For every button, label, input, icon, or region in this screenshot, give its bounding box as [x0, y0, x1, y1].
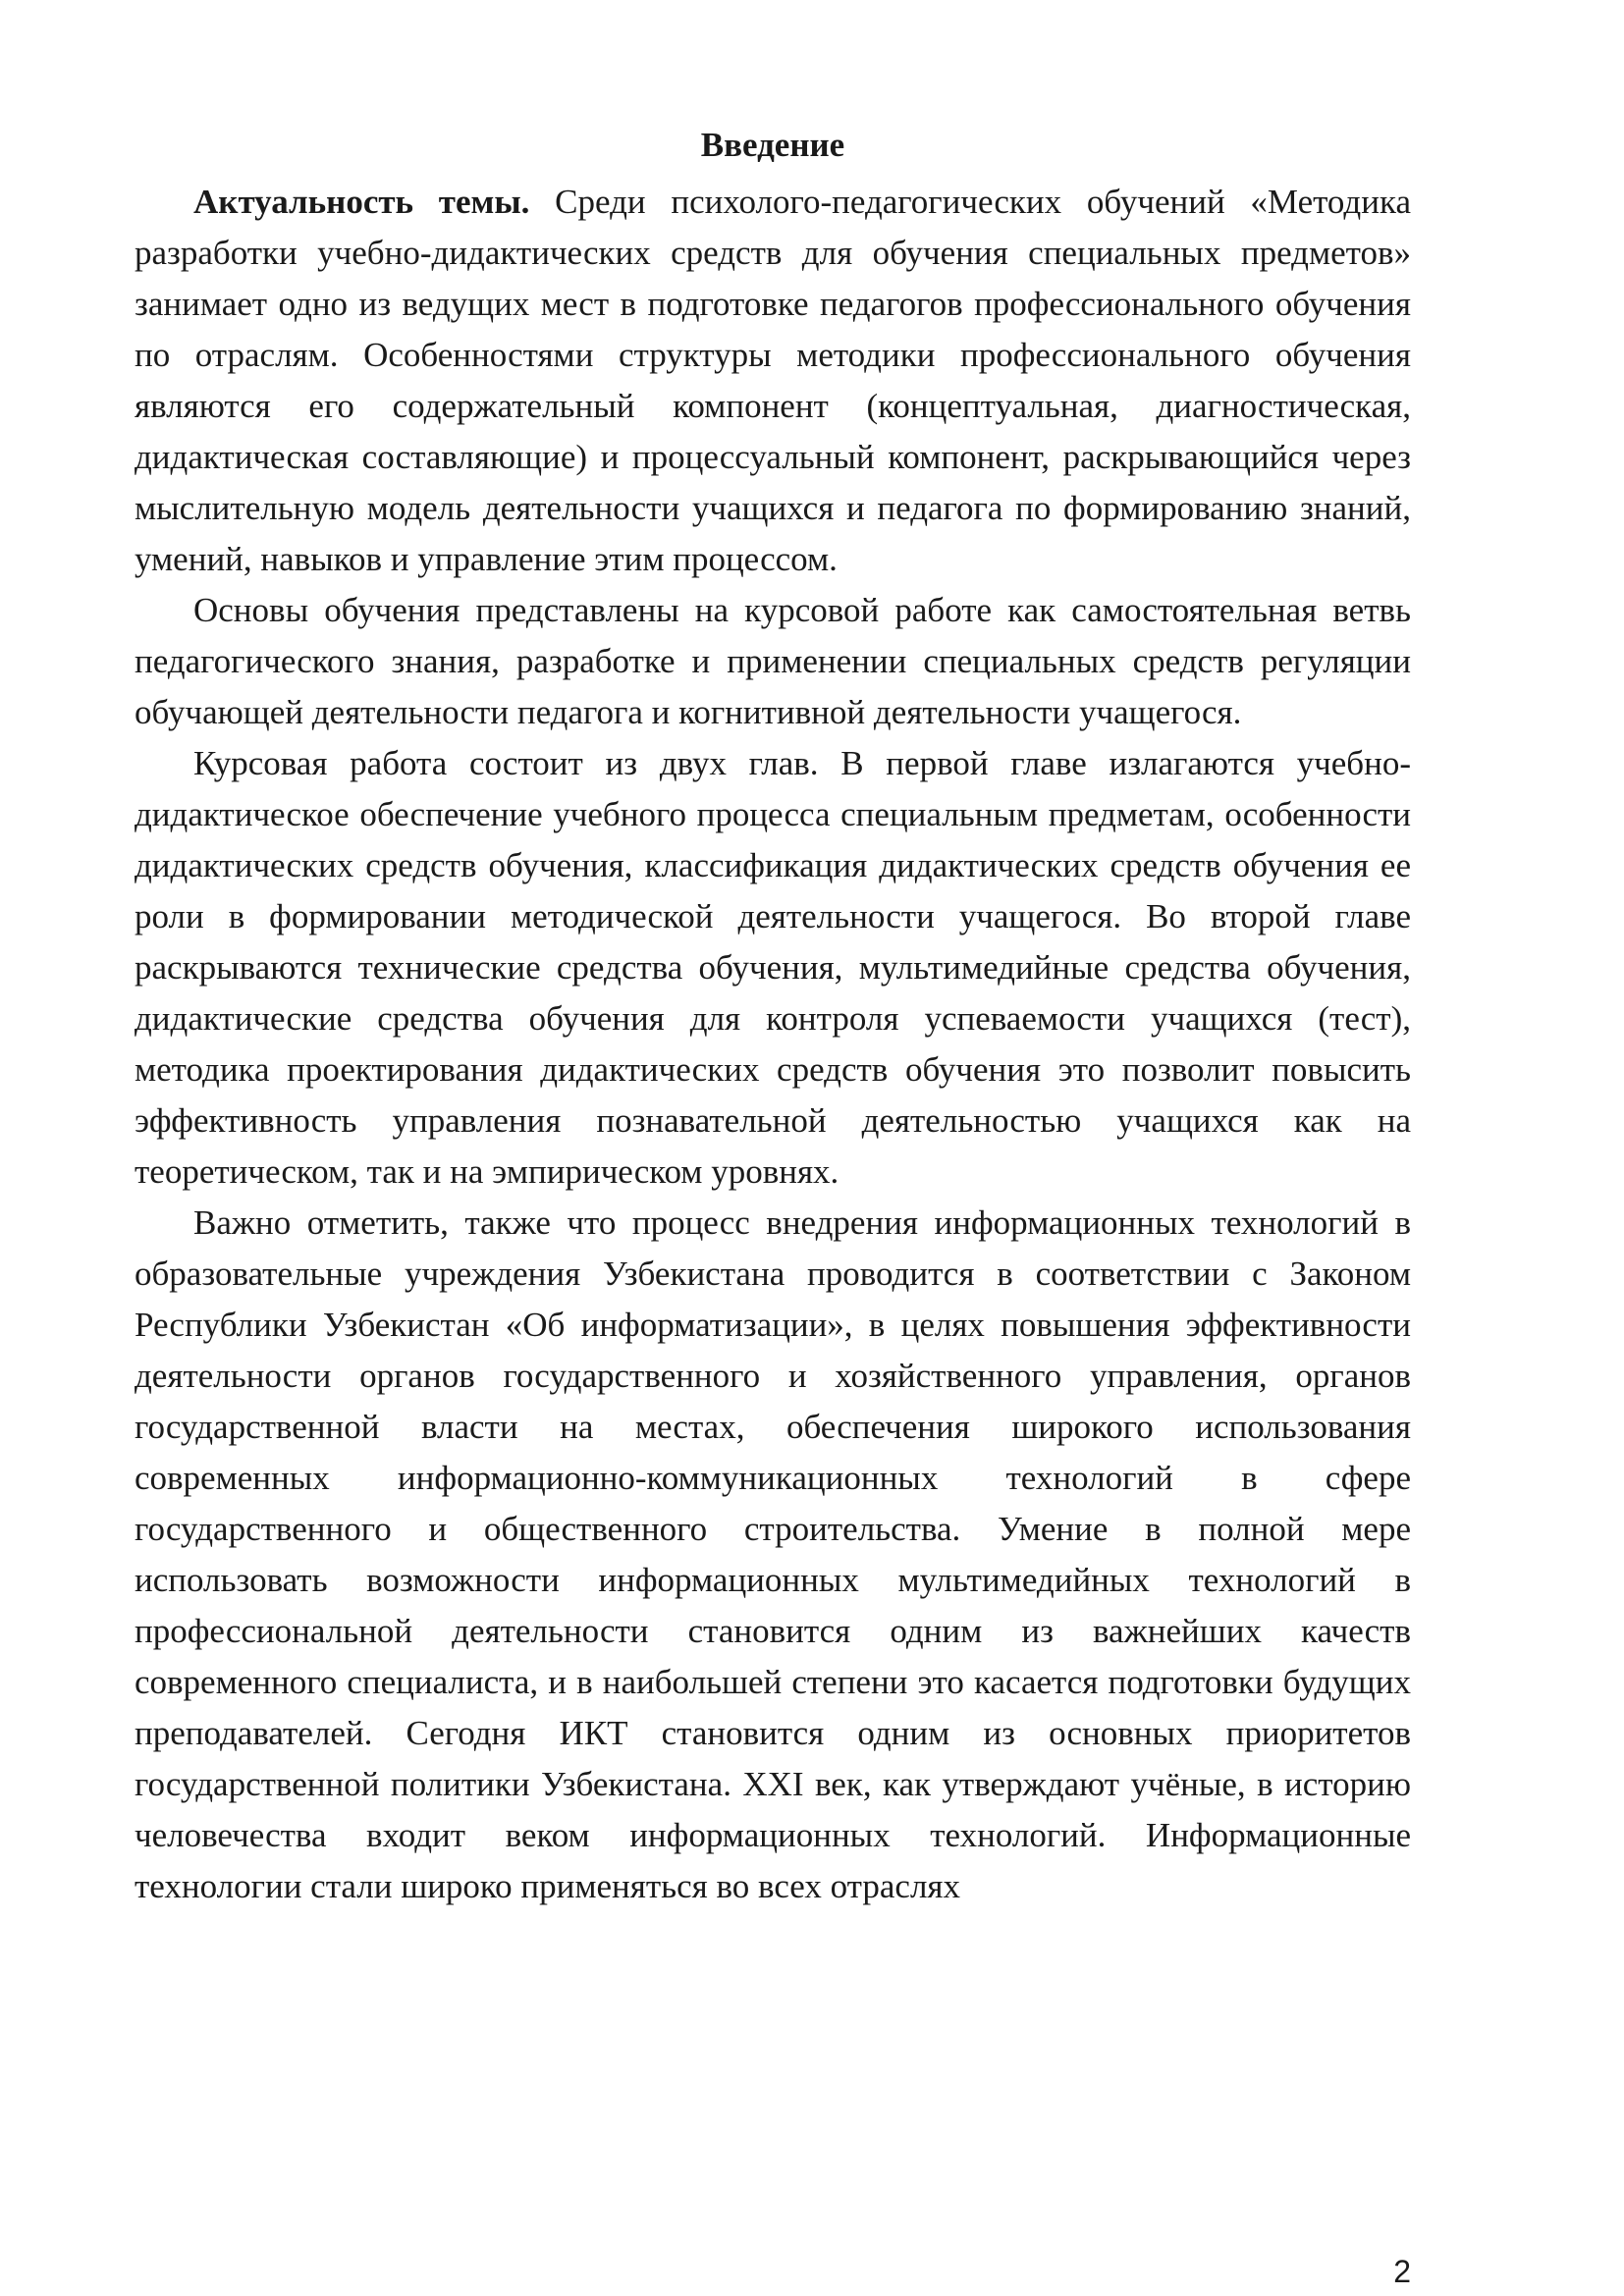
paragraph-foundations: Основы обучения представлены на курсовой работе как самостоятельная ветвь педагогического знания, разработке и применении специальных средств регуляции обучающей деятельности педагога и когнитивной деятельности учащегося.	[135, 591, 1411, 731]
section-title: Введение	[700, 126, 845, 164]
page-number: 2	[1393, 2254, 1411, 2289]
paragraph-text: Среди психолого-педагогических обучений «Методика разработки учебно-дидактических средств для обучения специальных предметов» занимает одно из ведущих мест в подготовке педагогов профессионального обучения по отраслям. Особенностями структуры методики профессионального обучения являются его содержательный компонент (концептуальная, диагностическая, дидактическая составляющие) и процессуальный компонент, раскрывающийся через мыслительную модель деятельности учащихся и педагога по формированию знаний, умений, навыков и управление этим процессом.	[135, 183, 1411, 578]
paragraph-it-implementation: Важно отметить, также что процесс внедрения информационных технологий в образовательные учреждения Узбекистана проводится в соответствии с Законом Республики Узбекистан «Об информатизации», в целях повышения эффективности деятельности органов государственного и хозяйственного управления, органов государственной власти на местах, обеспечения широкого использования современных информационно-коммуникационных технологий в сфере государственного и общественного строительства. Умение в полной мере использовать возможности информационных мультимедийных технологий в профессиональной деятельности становится одним из важнейших качеств современного специалиста, и в наибольшей степени это касается подготовки будущих преподавателей. Сегодня ИКТ становится одним из основных приоритетов государственной политики Узбекистана. XXI век, как утверждают учёные, в историю человечества входит веком информационных технологий. Информационные технологии стали широко применяться во всех отраслях	[135, 1203, 1411, 1905]
paragraph-relevance	[135, 177, 1411, 585]
paragraph-structure: Курсовая работа состоит из двух глав. В первой главе излагаются учебно-дидактическое обеспечение учебного процесса специальным предметам, особенности дидактических средств обучения, классификация дидактических средств обучения ее роли в формировании методической деятельности учащегося. Во второй главе раскрываются технические средства обучения, мультимедийные средства обучения, дидактические средства обучения для контроля успеваемости учащихся (тест), методика проектирования дидактических средств обучения это позволит повысить эффективность управления познавательной деятельностью учащихся как на теоретическом, так и на эмпирическом уровнях.	[135, 744, 1411, 1191]
paragraph-lead: Актуальность темы.	[193, 183, 530, 221]
page-content	[135, 120, 1411, 1912]
